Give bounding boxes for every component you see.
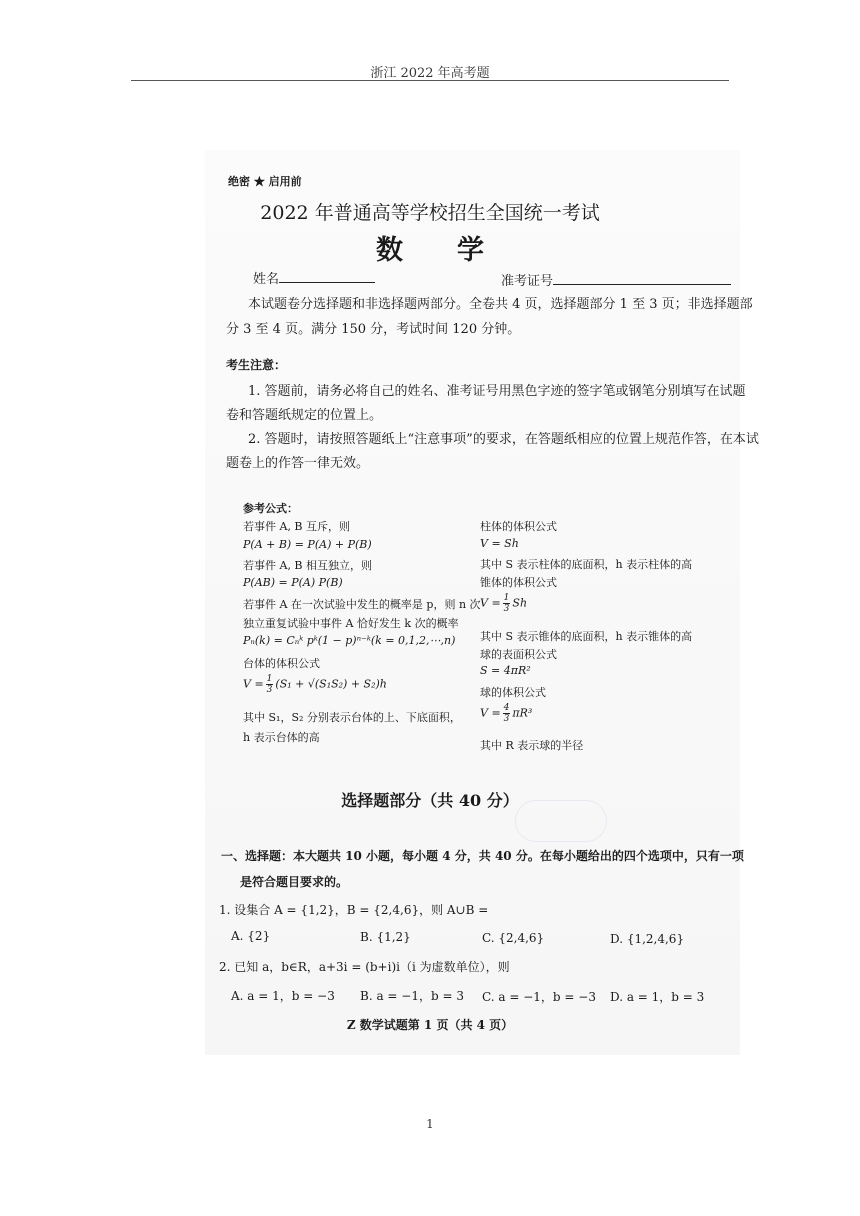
frustum-v-prefix: V =: [243, 677, 264, 691]
part-one-instruction-line-2: 是符合题目要求的。: [240, 875, 349, 889]
fraction-numerator: 1: [503, 593, 510, 603]
section-title: 选择题部分（共 40 分）: [341, 791, 519, 810]
exam-page-footer: Z 数学试题第 1 页（共 4 页）: [346, 1018, 514, 1032]
sphere-v-rest: πR³: [512, 706, 533, 720]
formula-right-11: 其中 R 表示球的半径: [480, 739, 584, 752]
fraction-four-thirds: [503, 703, 511, 724]
formula-right-8: S = 4πR²: [480, 664, 531, 677]
question-1-option-b: B. {1,2}: [360, 930, 411, 944]
subject-title: 数 学: [376, 235, 484, 266]
question-1-stem: 1. 设集合 A = {1,2}，B = {2,4,6}，则 A∪B =: [219, 903, 489, 917]
fraction-one-third: [503, 593, 511, 614]
secret-label: 绝密 ★ 启用前: [228, 175, 302, 188]
header-rule: [131, 80, 729, 81]
formulas-title: 参考公式：: [243, 502, 298, 515]
formula-left-2: P(A + B) = P(A) + P(B): [243, 538, 372, 551]
question-2-option-c: C. a = −1，b = −3: [482, 990, 596, 1004]
formula-right-2: V = Sh: [480, 537, 519, 550]
question-1-option-d: D. {1,2,4,6}: [610, 932, 685, 946]
formula-right-1: 柱体的体积公式: [480, 520, 557, 533]
frustum-v-rest: (S₁ + √(S₁S₂) + S₂)h: [275, 677, 387, 691]
ticket-blank: [553, 272, 731, 285]
question-1-option-c: C. {2,4,6}: [482, 931, 545, 945]
cone-v-prefix: V =: [480, 596, 501, 610]
formula-left-5: 若事件 A 在一次试验中发生的概率是 p，则 n 次: [243, 598, 481, 611]
part-one-instruction-line-1: 一、选择题：本大题共 10 小题，每小题 4 分，共 40 分。在每小题给出的四个选项中，只有一项: [221, 849, 744, 863]
formula-left-9: [243, 674, 387, 695]
question-2-stem: 2. 已知 a，b∈R，a+3i = (b+i)i（i 为虚数单位），则: [219, 960, 510, 974]
formula-left-11: h 表示台体的高: [243, 731, 320, 744]
formula-left-4: P(AB) = P(A) P(B): [243, 576, 343, 589]
notice-item-2-line-2: 题卷上的作答一律无效。: [226, 456, 370, 471]
exam-title: 2022 年普通高等学校招生全国统一考试: [260, 202, 600, 224]
page-header: 浙江 2022 年高考题: [370, 66, 490, 81]
formula-right-6: 其中 S 表示锥体的底面积，h 表示锥体的高: [480, 630, 693, 643]
notice-item-2-line-1: 2. 答题时，请按照答题纸上“注意事项”的要求，在答题纸相应的位置上规范作答，在本试: [248, 432, 759, 447]
ticket-label: 准考证号: [501, 274, 554, 289]
formula-right-5: [480, 593, 527, 614]
question-1-option-a: A. {2}: [231, 929, 271, 943]
formula-right-9: 球的体积公式: [480, 686, 546, 699]
fraction-denominator: 3: [503, 714, 510, 724]
formula-right-7: 球的表面积公式: [480, 648, 557, 661]
fraction-denominator: 3: [503, 604, 510, 614]
question-2-option-d: D. a = 1，b = 3: [610, 990, 705, 1004]
formula-left-8: 台体的体积公式: [243, 657, 320, 670]
question-2-option-b: B. a = −1，b = 3: [360, 989, 464, 1003]
fraction-denominator: 3: [266, 685, 273, 695]
page-number: 1: [426, 1117, 434, 1131]
formula-left-6: 独立重复试验中事件 A 恰好发生 k 次的概率: [243, 617, 459, 630]
intro-line-2: 分 3 至 4 页。满分 150 分，考试时间 120 分钟。: [226, 322, 521, 337]
notice-item-1-line-2: 卷和答题纸规定的位置上。: [226, 408, 383, 423]
fraction-one-third: [266, 674, 274, 695]
fraction-numerator: 4: [503, 703, 510, 713]
formula-left-7: Pₙ(k) = Cₙᵏ pᵏ(1 − p)ⁿ⁻ᵏ(k = 0,1,2,⋯,n): [243, 634, 456, 647]
notice-item-1-line-1: 1. 答题前，请务必将自己的姓名、准考证号用黑色字迹的签字笔或钢笔分别填写在试题: [248, 384, 746, 399]
fraction-numerator: 1: [266, 674, 273, 684]
name-field: [253, 268, 375, 287]
notice-title: 考生注意：: [226, 358, 287, 372]
intro-line-1: 本试题卷分选择题和非选择题两部分。全卷共 4 页，选择题部分 1 至 3 页；非选择题部: [248, 297, 753, 312]
question-2-option-a: A. a = 1，b = −3: [231, 989, 335, 1003]
cone-v-rest: Sh: [512, 596, 528, 610]
formula-right-3: 其中 S 表示柱体的底面积，h 表示柱体的高: [480, 558, 693, 571]
formula-right-10: [480, 703, 532, 724]
formula-left-10: 其中 S₁，S₂ 分别表示台体的上、下底面积，: [243, 711, 461, 724]
name-label: 姓名: [253, 272, 280, 287]
formula-left-1: 若事件 A, B 互斥，则: [243, 520, 351, 533]
formula-right-4: 锥体的体积公式: [480, 576, 557, 589]
ticket-field: [501, 270, 731, 289]
sphere-v-prefix: V =: [480, 706, 501, 720]
name-blank: [279, 270, 375, 283]
formula-left-3: 若事件 A, B 相互独立，则: [243, 559, 373, 572]
